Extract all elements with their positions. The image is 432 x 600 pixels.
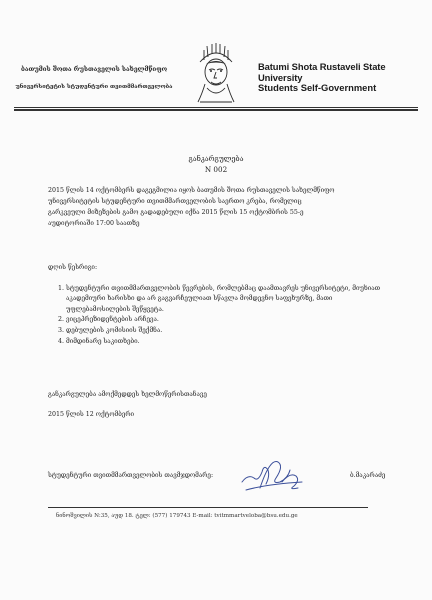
header-english-line1: Batumi Shota Rustaveli State University [258,61,386,83]
footer-contact: ნინოშვილის N:35, აუდ 18. ტელ: (577) 179743 E-mail: tvitmmartveloba@bsu.edu.ge [56,513,298,519]
agenda-item: 2. ვიცეპრეზიდენტების არჩევა. [66,315,382,325]
agenda-item: 3. დებულების კომისიის შექმნა. [66,326,382,336]
header-rule-thin [14,107,418,108]
agenda-list [48,284,382,348]
signature-label: სტუდენტური თვითმმართველობის თავმჯდომარე: [48,472,214,479]
header-english-line2: Students Self-Government [258,82,377,93]
signer-name: ბ.მაკარაძე [350,472,386,479]
agenda-item: 1. სტუდენტური თვითმმართველობის წევრების, რომლებმაც დაამთავრეს უნივერსიტეტი, მიუხიათ აკადემიური ხარისხი და არ გაგვარჩეულიათ სწავლა მომდევნო საფეხურზე, მათი უფლებამოსილების შეწყვეტა. [66,284,382,315]
header-rule-thick [14,109,418,111]
announcement-date: 2015 წლის 12 ოქტომბერი [48,411,135,418]
handwritten-signature-icon [238,452,308,494]
body-line-2: უნივერსიტეტის სტუდენტური თვითმმართველობის საერთო კრება, რომელიც [48,198,302,205]
agenda-label: დღის წესრიგი: [48,264,98,271]
body-line-3: გარკვეული მიზეზების გამო გადადებული იქნა 2015 წლის 15 ოქტომბრის 55-ე [48,209,304,216]
footer-rule [48,507,368,508]
document-title: განკარგულება [188,154,244,163]
body-line-1: 2015 წლის 14 ოქტომბერს დაგეგმილია იყოს ბათუმის შოთა რუსთაველის სახელმწიფო [48,187,335,194]
rustaveli-emblem-icon [190,40,242,106]
header-georgian-line1: ბათუმის შოთა რუსთაველის სახელმწიფო [20,66,168,73]
agenda-item: 4. მიმდინარე საკითხები. [66,337,382,347]
body-line-4: აუდიტორიაში 17:00 საათზე [48,220,140,227]
header-georgian-line2: უნივერსიტეტის სტუდენტური თვითმმართველობა [15,84,173,90]
announcement-text: განკარგულება ამოქმედდეს ხელმოწერისთანავე [48,391,207,398]
document-number: N 002 [204,165,228,174]
